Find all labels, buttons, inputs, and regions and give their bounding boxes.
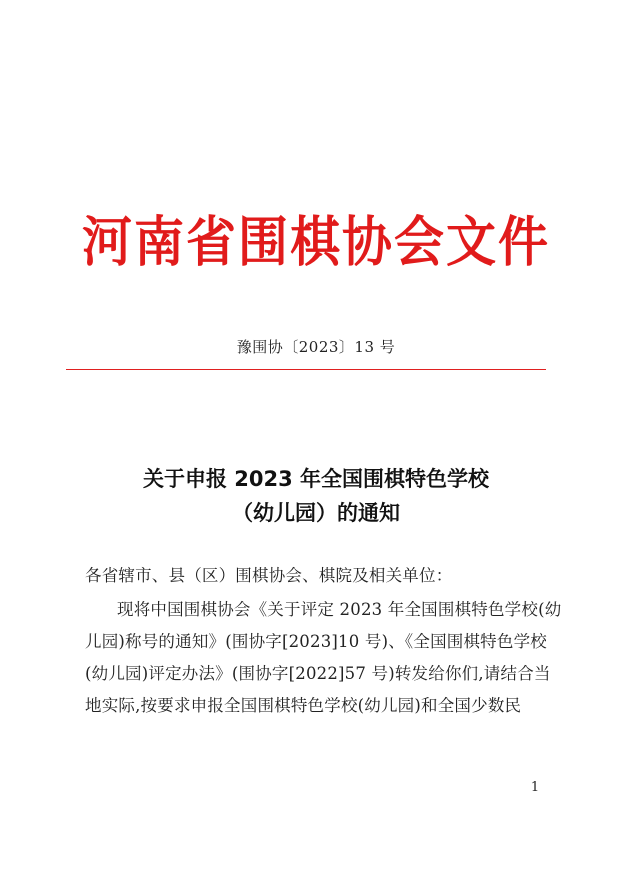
notice-title-line-1: 关于申报 2023 年全国围棋特色学校: [142, 467, 490, 491]
document-number: 豫围协〔2023〕13 号: [236, 338, 396, 356]
paragraph-line: 儿园)称号的通知》(围协字[2023]10 号)、《全国围棋特色学校: [85, 632, 547, 651]
page-number: 1: [530, 780, 540, 795]
red-divider-line: [66, 369, 546, 370]
salutation: 各省辖市、县（区）围棋协会、棋院及相关单位：: [85, 566, 453, 585]
paragraph-line: 现将中国围棋协会《关于评定 2023 年全国围棋特色学校(幼: [117, 600, 562, 619]
paragraph-line: 地实际,按要求申报全国围棋特色学校(幼儿园)和全国少数民: [85, 696, 522, 715]
notice-title-line-2: （幼儿园）的通知: [232, 501, 400, 525]
paragraph-line: (幼儿园)评定办法》(围协字[2022]57 号)转发给你们,请结合当: [85, 664, 551, 683]
document-header-title: 河南省围棋协会文件: [82, 209, 550, 274]
